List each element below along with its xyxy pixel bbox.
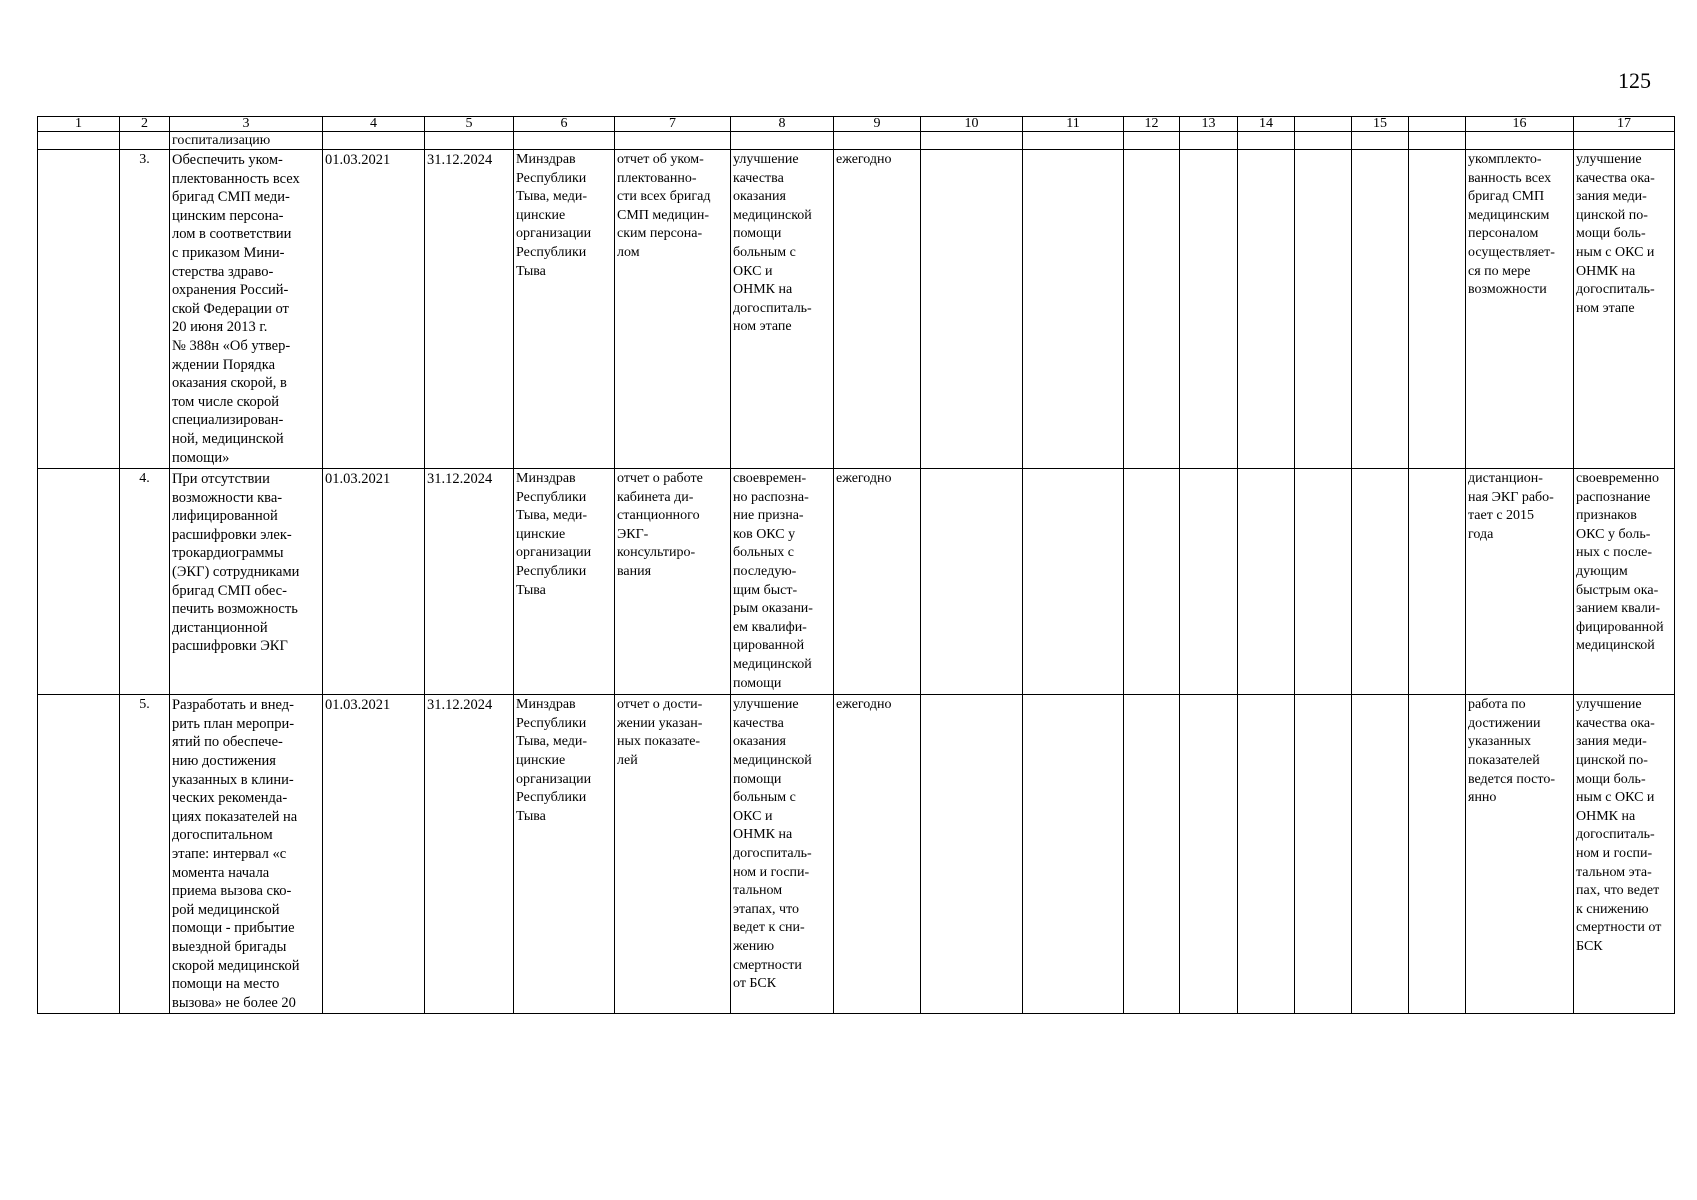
action-text: При отсутствии возможности ква- лифицированной расшифровки элек- трокардиограммы (ЭКГ) сотрудниками бригад СМП обес- печить возможность дистанционной расшифровки ЭКГ <box>170 469 323 695</box>
periodicity: ежегодно <box>834 695 921 1014</box>
header-cell: 14 <box>1238 117 1295 132</box>
table-row <box>38 150 1675 469</box>
header-cell: 11 <box>1023 117 1124 132</box>
continuation-text: госпитализацию <box>170 132 323 150</box>
end-date: 31.12.2024 <box>425 469 514 695</box>
outcome-text: улучшение качества ока- зания меди- цинской по- мощи боль- ным с ОКС и ОНМК на догоспиталь- ном этапе <box>1574 150 1675 469</box>
header-cell <box>1295 117 1352 132</box>
report-type: отчет о дости- жении указан- ных показате- лей <box>615 695 731 1014</box>
header-cell: 15 <box>1352 117 1409 132</box>
outcome-text: улучшение качества ока- зания меди- цинской по- мощи боль- ным с ОКС и ОНМК на догоспиталь- ном и госпи- тальном эта- пах, что ведет к снижению смертности от БСК <box>1574 695 1675 1014</box>
header-cell: 13 <box>1180 117 1238 132</box>
start-date: 01.03.2021 <box>323 150 425 469</box>
header-cell: 2 <box>120 117 170 132</box>
periodicity: ежегодно <box>834 469 921 695</box>
header-cell: 6 <box>514 117 615 132</box>
header-cell <box>1409 117 1466 132</box>
table-row <box>38 469 1675 695</box>
header-cell: 1 <box>38 117 120 132</box>
expected-result: своевремен- но распозна- ние призна- ков ОКС у больных с последую- щим быст- рым оказани- ем квалифи- цированной медицинской помощи <box>731 469 834 695</box>
responsible: Минздрав Республики Тыва, меди- цинские организации Республики Тыва <box>514 695 615 1014</box>
table-row <box>38 695 1675 1014</box>
start-date: 01.03.2021 <box>323 695 425 1014</box>
page-number: 125 <box>1618 68 1651 93</box>
action-text: Разработать и внед- рить план меропри- ятий по обеспече- нию достижения указанных в клини- ческих рекоменда- циях показателей на догоспитальном этапе: интервал «с момента начала приема вызова ско- рой медицинской помощи - прибытие выездной бригады скорой медицинской помощи на место вызова» не более 20 <box>170 695 323 1014</box>
action-text: Обеспечить уком- плектованность всех бригад СМП меди- цинским персона- лом в соответствии с приказом Мини- стерства здраво- охранения Россий- ской Федерации от 20 июня 2013 г. № 388н «Об утвер- ждении Порядка оказания скорой, в том числе скорой специализирован- ной, медицинской помощи» <box>170 150 323 469</box>
header-cell: 3 <box>170 117 323 132</box>
start-date: 01.03.2021 <box>323 469 425 695</box>
header-cell: 9 <box>834 117 921 132</box>
header-cell: 7 <box>615 117 731 132</box>
status-text: дистанцион- ная ЭКГ рабо- тает с 2015 года <box>1466 469 1574 695</box>
header-cell: 4 <box>323 117 425 132</box>
header-cell: 16 <box>1466 117 1574 132</box>
header-cell: 10 <box>921 117 1023 132</box>
responsible: Минздрав Республики Тыва, меди- цинские организации Республики Тыва <box>514 150 615 469</box>
header-row <box>38 117 1675 132</box>
header-cell: 17 <box>1574 117 1675 132</box>
row-number: 5. <box>120 695 170 1014</box>
header-cell: 12 <box>1124 117 1180 132</box>
expected-result: улучшение качества оказания медицинской помощи больным с ОКС и ОНМК на догоспиталь- ном этапе <box>731 150 834 469</box>
report-type: отчет об уком- плектованно- сти всех бригад СМП медицин- ским персона- лом <box>615 150 731 469</box>
outcome-text: своевременно распознание признаков ОКС у боль- ных с после- дующим быстрым ока- занием квали- фицированной медицинской <box>1574 469 1675 695</box>
plan-table <box>37 116 1675 1014</box>
expected-result: улучшение качества оказания медицинской помощи больным с ОКС и ОНМК на догоспиталь- ном и госпи- тальном этапах, что ведет к сни- жению смертности от БСК <box>731 695 834 1014</box>
periodicity: ежегодно <box>834 150 921 469</box>
report-type: отчет о работе кабинета ди- станционного ЭКГ- консультиро- вания <box>615 469 731 695</box>
row-number: 3. <box>120 150 170 469</box>
continuation-row <box>38 132 1675 150</box>
header-cell: 5 <box>425 117 514 132</box>
header-cell: 8 <box>731 117 834 132</box>
end-date: 31.12.2024 <box>425 695 514 1014</box>
responsible: Минздрав Республики Тыва, меди- цинские организации Республики Тыва <box>514 469 615 695</box>
status-text: укомплекто- ванность всех бригад СМП медицинским персоналом осуществляет- ся по мере возможности <box>1466 150 1574 469</box>
row-number: 4. <box>120 469 170 695</box>
end-date: 31.12.2024 <box>425 150 514 469</box>
status-text: работа по достижении указанных показателей ведется посто- янно <box>1466 695 1574 1014</box>
